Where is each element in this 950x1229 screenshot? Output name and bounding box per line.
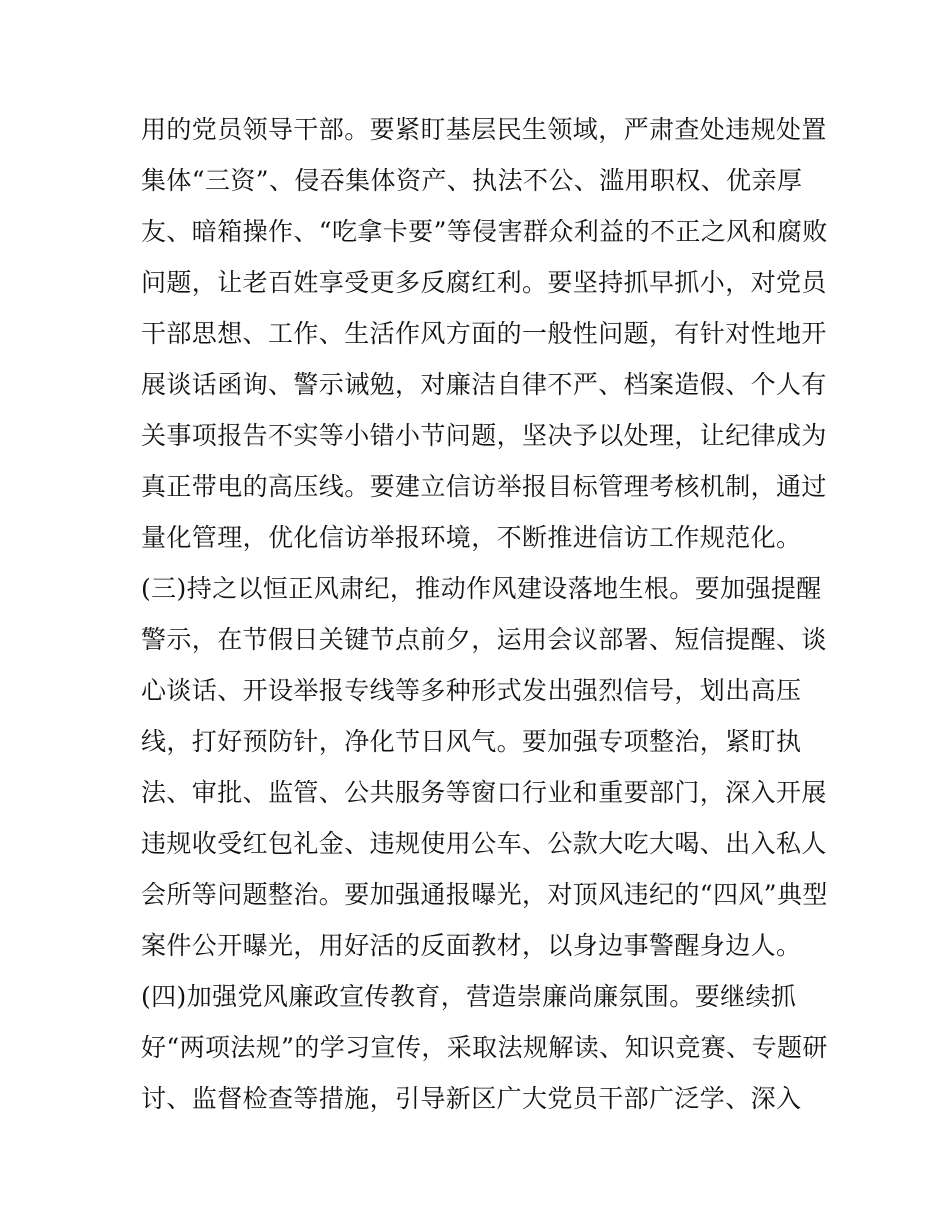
text-line: 真正带电的高压线。要建立信访举报目标管理考核机制，通过 — [141, 472, 827, 501]
text-line: 心谈话、开设举报专线等多种形式发出强烈信号，划出高压 — [141, 676, 802, 705]
text-line: 警示，在节假日关键节点前夕，运用会议部署、短信提醒、谈 — [141, 625, 827, 654]
text-line: 会所等问题整治。要加强通报曝光，对顶风违纪的“四风”典型 — [141, 880, 828, 909]
body-text — [141, 104, 828, 1124]
text-line: 集体“三资”、侵吞集体资产、执法不公、滥用职权、优亲厚 — [141, 166, 803, 195]
text-line: 违规收受红包礼金、违规使用公车、公款大吃大喝、出入私人 — [141, 829, 827, 858]
text-line: 展谈话函询、警示诫勉，对廉洁自律不严、档案造假、个人有 — [141, 370, 827, 399]
section-heading-line: (四)加强党风廉政宣传教育，营造崇廉尚廉氛围。要继续抓 — [141, 982, 797, 1011]
text-line: 法、审批、监管、公共服务等窗口行业和重要部门，深入开展 — [141, 778, 827, 807]
text-line: 关事项报告不实等小错小节问题，坚决予以处理，让纪律成为 — [141, 421, 827, 450]
text-line: 好“两项法规”的学习宣传，采取法规解读、知识竞赛、专题研 — [141, 1033, 828, 1062]
section-heading-line: (三)持之以恒正风肃纪，推动作风建设落地生根。要加强提醒 — [141, 574, 822, 603]
text-line: 干部思想、工作、生活作风方面的一般性问题，有针对性地开 — [141, 319, 827, 348]
text-line: 案件公开曝光，用好活的反面教材，以身边事警醒身边人。 — [141, 931, 802, 960]
text-line: 线，打好预防针，净化节日风气。要加强专项整治，紧盯执 — [141, 727, 802, 756]
text-line: 用的党员领导干部。要紧盯基层民生领域，严肃查处违规处置 — [141, 115, 827, 144]
text-line: 讨、监督检查等措施，引导新区广大党员干部广泛学、深入 — [141, 1084, 802, 1113]
text-line: 问题，让老百姓享受更多反腐红利。要坚持抓早抓小，对党员 — [141, 268, 827, 297]
text-line: 友、暗箱操作、“吃拿卡要”等侵害群众利益的不正之风和腐败 — [141, 217, 828, 246]
text-line: 量化管理，优化信访举报环境，不断推进信访工作规范化。 — [141, 523, 802, 552]
